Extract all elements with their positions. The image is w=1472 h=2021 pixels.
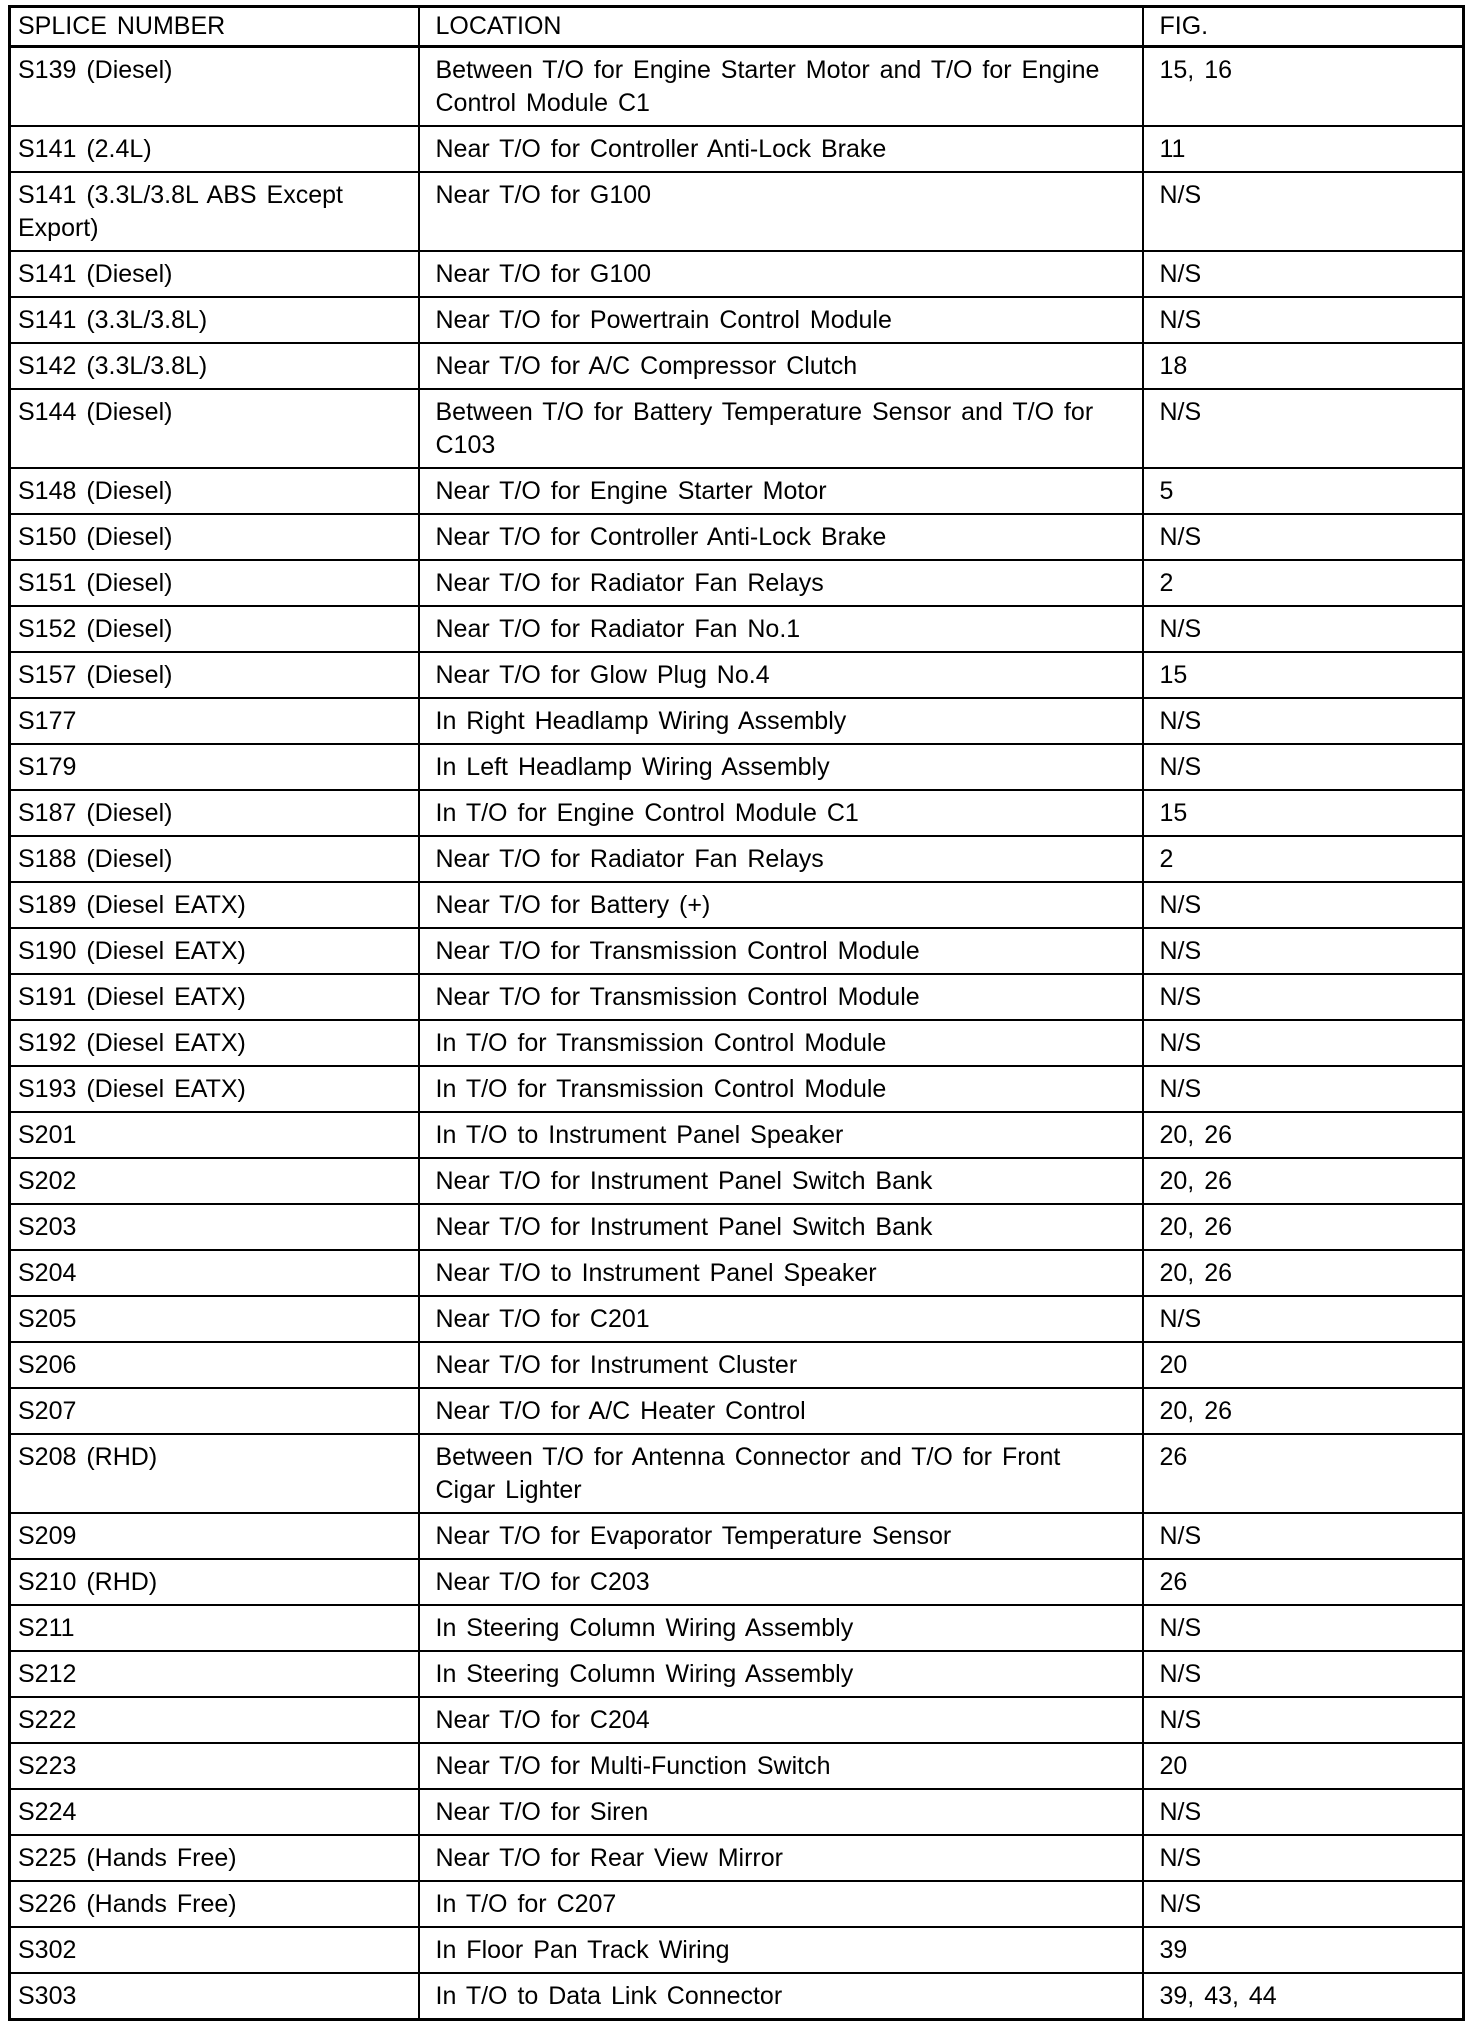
splice-number-cell: S201 — [10, 1112, 419, 1158]
splice-number-cell: S152 (Diesel) — [10, 606, 419, 652]
splice-number-cell: S177 — [10, 698, 419, 744]
location-cell: Near T/O for Powertrain Control Module — [419, 297, 1143, 343]
table-row — [10, 1296, 1464, 1342]
splice-location-table — [8, 5, 1465, 2021]
splice-number-cell: S209 — [10, 1513, 419, 1559]
table-row — [10, 1559, 1464, 1605]
location-cell: Near T/O for C203 — [419, 1559, 1143, 1605]
fig-cell: N/S — [1143, 698, 1464, 744]
fig-cell: 15 — [1143, 652, 1464, 698]
fig-cell: N/S — [1143, 389, 1464, 468]
location-cell: Near T/O for A/C Heater Control — [419, 1388, 1143, 1434]
header-fig: FIG. — [1143, 7, 1464, 47]
location-cell: Near T/O for Transmission Control Module — [419, 928, 1143, 974]
fig-cell: N/S — [1143, 297, 1464, 343]
splice-number-cell: S203 — [10, 1204, 419, 1250]
table-row — [10, 1066, 1464, 1112]
table-row — [10, 1158, 1464, 1204]
location-cell: In Left Headlamp Wiring Assembly — [419, 744, 1143, 790]
fig-cell: N/S — [1143, 1066, 1464, 1112]
location-cell: In T/O to Instrument Panel Speaker — [419, 1112, 1143, 1158]
table-row — [10, 1605, 1464, 1651]
location-cell: Between T/O for Engine Starter Motor and T/O for Engine Control Module C1 — [419, 47, 1143, 127]
splice-number-cell: S302 — [10, 1927, 419, 1973]
location-cell: In T/O to Data Link Connector — [419, 1973, 1143, 2020]
location-cell: Near T/O for Instrument Panel Switch Bank — [419, 1158, 1143, 1204]
table-row — [10, 790, 1464, 836]
table-row — [10, 1513, 1464, 1559]
location-cell: Near T/O for Radiator Fan No.1 — [419, 606, 1143, 652]
splice-number-cell: S210 (RHD) — [10, 1559, 419, 1605]
location-cell: Near T/O for G100 — [419, 172, 1143, 251]
fig-cell: 26 — [1143, 1559, 1464, 1605]
fig-cell: N/S — [1143, 882, 1464, 928]
location-cell: Near T/O for Radiator Fan Relays — [419, 560, 1143, 606]
location-cell: Near T/O for Transmission Control Module — [419, 974, 1143, 1020]
splice-number-cell: S150 (Diesel) — [10, 514, 419, 560]
location-cell: In Steering Column Wiring Assembly — [419, 1605, 1143, 1651]
location-cell: Near T/O for Radiator Fan Relays — [419, 836, 1143, 882]
table-row — [10, 974, 1464, 1020]
splice-number-cell: S223 — [10, 1743, 419, 1789]
table-row — [10, 1881, 1464, 1927]
splice-number-cell: S204 — [10, 1250, 419, 1296]
fig-cell: N/S — [1143, 514, 1464, 560]
fig-cell: 15, 16 — [1143, 47, 1464, 127]
table-row — [10, 1651, 1464, 1697]
fig-cell: 18 — [1143, 343, 1464, 389]
table-row — [10, 1388, 1464, 1434]
table-row — [10, 1342, 1464, 1388]
table-row — [10, 836, 1464, 882]
table-row — [10, 1112, 1464, 1158]
fig-cell: 20, 26 — [1143, 1112, 1464, 1158]
location-cell: In T/O for C207 — [419, 1881, 1143, 1927]
fig-cell: N/S — [1143, 974, 1464, 1020]
fig-cell: N/S — [1143, 1651, 1464, 1697]
splice-number-cell: S206 — [10, 1342, 419, 1388]
table-row — [10, 1743, 1464, 1789]
table-row — [10, 698, 1464, 744]
splice-number-cell: S212 — [10, 1651, 419, 1697]
splice-number-cell: S189 (Diesel EATX) — [10, 882, 419, 928]
splice-number-cell: S208 (RHD) — [10, 1434, 419, 1513]
table-row — [10, 389, 1464, 468]
splice-number-cell: S141 (3.3L/3.8L) — [10, 297, 419, 343]
table-header-row — [10, 7, 1464, 47]
fig-cell: 20 — [1143, 1342, 1464, 1388]
location-cell: Between T/O for Battery Temperature Sensor and T/O for C103 — [419, 389, 1143, 468]
table-row — [10, 468, 1464, 514]
table-row — [10, 1250, 1464, 1296]
table-body — [10, 47, 1464, 2020]
location-cell: Near T/O for C204 — [419, 1697, 1143, 1743]
location-cell: Near T/O for Battery (+) — [419, 882, 1143, 928]
splice-number-cell: S226 (Hands Free) — [10, 1881, 419, 1927]
splice-number-cell: S141 (Diesel) — [10, 251, 419, 297]
location-cell: Near T/O to Instrument Panel Speaker — [419, 1250, 1143, 1296]
fig-cell: 15 — [1143, 790, 1464, 836]
header-location: LOCATION — [419, 7, 1143, 47]
splice-number-cell: S190 (Diesel EATX) — [10, 928, 419, 974]
fig-cell: N/S — [1143, 1605, 1464, 1651]
location-cell: Near T/O for Glow Plug No.4 — [419, 652, 1143, 698]
table-row — [10, 514, 1464, 560]
location-cell: Near T/O for Controller Anti-Lock Brake — [419, 126, 1143, 172]
fig-cell: 11 — [1143, 126, 1464, 172]
fig-cell: N/S — [1143, 251, 1464, 297]
table-row — [10, 1020, 1464, 1066]
location-cell: In Steering Column Wiring Assembly — [419, 1651, 1143, 1697]
splice-number-cell: S303 — [10, 1973, 419, 2020]
table-row — [10, 1789, 1464, 1835]
location-cell: In T/O for Transmission Control Module — [419, 1020, 1143, 1066]
splice-number-cell: S192 (Diesel EATX) — [10, 1020, 419, 1066]
table-row — [10, 928, 1464, 974]
splice-number-cell: S188 (Diesel) — [10, 836, 419, 882]
table-row — [10, 1204, 1464, 1250]
fig-cell: 2 — [1143, 836, 1464, 882]
splice-number-cell: S179 — [10, 744, 419, 790]
table-row — [10, 1697, 1464, 1743]
fig-cell: 5 — [1143, 468, 1464, 514]
fig-cell: 26 — [1143, 1434, 1464, 1513]
splice-number-cell: S151 (Diesel) — [10, 560, 419, 606]
table-row — [10, 606, 1464, 652]
table-row — [10, 1973, 1464, 2020]
table-row — [10, 126, 1464, 172]
location-cell: Near T/O for Engine Starter Motor — [419, 468, 1143, 514]
fig-cell: N/S — [1143, 1835, 1464, 1881]
table-row — [10, 1835, 1464, 1881]
splice-number-cell: S157 (Diesel) — [10, 652, 419, 698]
location-cell: Near T/O for Instrument Panel Switch Bank — [419, 1204, 1143, 1250]
splice-number-cell: S193 (Diesel EATX) — [10, 1066, 419, 1112]
fig-cell: N/S — [1143, 172, 1464, 251]
splice-number-cell: S205 — [10, 1296, 419, 1342]
splice-number-cell: S142 (3.3L/3.8L) — [10, 343, 419, 389]
splice-number-cell: S148 (Diesel) — [10, 468, 419, 514]
fig-cell: N/S — [1143, 744, 1464, 790]
location-cell: Near T/O for Rear View Mirror — [419, 1835, 1143, 1881]
splice-number-cell: S207 — [10, 1388, 419, 1434]
fig-cell: N/S — [1143, 606, 1464, 652]
table-row — [10, 1434, 1464, 1513]
splice-number-cell: S211 — [10, 1605, 419, 1651]
location-cell: Near T/O for G100 — [419, 251, 1143, 297]
fig-cell: N/S — [1143, 1881, 1464, 1927]
location-cell: In Floor Pan Track Wiring — [419, 1927, 1143, 1973]
location-cell: Near T/O for Multi-Function Switch — [419, 1743, 1143, 1789]
splice-number-cell: S141 (3.3L/3.8L ABS Except Export) — [10, 172, 419, 251]
table-row — [10, 1927, 1464, 1973]
fig-cell: 20, 26 — [1143, 1250, 1464, 1296]
splice-number-cell: S187 (Diesel) — [10, 790, 419, 836]
table-row — [10, 172, 1464, 251]
fig-cell: 20 — [1143, 1743, 1464, 1789]
splice-number-cell: S225 (Hands Free) — [10, 1835, 419, 1881]
location-cell: Near T/O for Controller Anti-Lock Brake — [419, 514, 1143, 560]
fig-cell: 20, 26 — [1143, 1158, 1464, 1204]
table-row — [10, 297, 1464, 343]
fig-cell: N/S — [1143, 1296, 1464, 1342]
splice-number-cell: S191 (Diesel EATX) — [10, 974, 419, 1020]
fig-cell: N/S — [1143, 1697, 1464, 1743]
location-cell: Near T/O for Siren — [419, 1789, 1143, 1835]
table-row — [10, 47, 1464, 127]
fig-cell: N/S — [1143, 1789, 1464, 1835]
location-cell: In Right Headlamp Wiring Assembly — [419, 698, 1143, 744]
location-cell: Near T/O for A/C Compressor Clutch — [419, 343, 1143, 389]
table-row — [10, 560, 1464, 606]
splice-number-cell: S222 — [10, 1697, 419, 1743]
header-splice-number: SPLICE NUMBER — [10, 7, 419, 47]
fig-cell: 2 — [1143, 560, 1464, 606]
location-cell: In T/O for Transmission Control Module — [419, 1066, 1143, 1112]
splice-number-cell: S224 — [10, 1789, 419, 1835]
location-cell: Near T/O for C201 — [419, 1296, 1143, 1342]
table-row — [10, 882, 1464, 928]
splice-number-cell: S141 (2.4L) — [10, 126, 419, 172]
fig-cell: 20, 26 — [1143, 1388, 1464, 1434]
location-cell: Near T/O for Evaporator Temperature Sensor — [419, 1513, 1143, 1559]
location-cell: Near T/O for Instrument Cluster — [419, 1342, 1143, 1388]
table-row — [10, 652, 1464, 698]
table-row — [10, 744, 1464, 790]
splice-number-cell: S202 — [10, 1158, 419, 1204]
table-row — [10, 343, 1464, 389]
fig-cell: N/S — [1143, 1513, 1464, 1559]
fig-cell: 39 — [1143, 1927, 1464, 1973]
fig-cell: N/S — [1143, 1020, 1464, 1066]
splice-number-cell: S144 (Diesel) — [10, 389, 419, 468]
location-cell: Between T/O for Antenna Connector and T/O for Front Cigar Lighter — [419, 1434, 1143, 1513]
fig-cell: N/S — [1143, 928, 1464, 974]
fig-cell: 20, 26 — [1143, 1204, 1464, 1250]
location-cell: In T/O for Engine Control Module C1 — [419, 790, 1143, 836]
table-row — [10, 251, 1464, 297]
splice-number-cell: S139 (Diesel) — [10, 47, 419, 127]
fig-cell: 39, 43, 44 — [1143, 1973, 1464, 2020]
